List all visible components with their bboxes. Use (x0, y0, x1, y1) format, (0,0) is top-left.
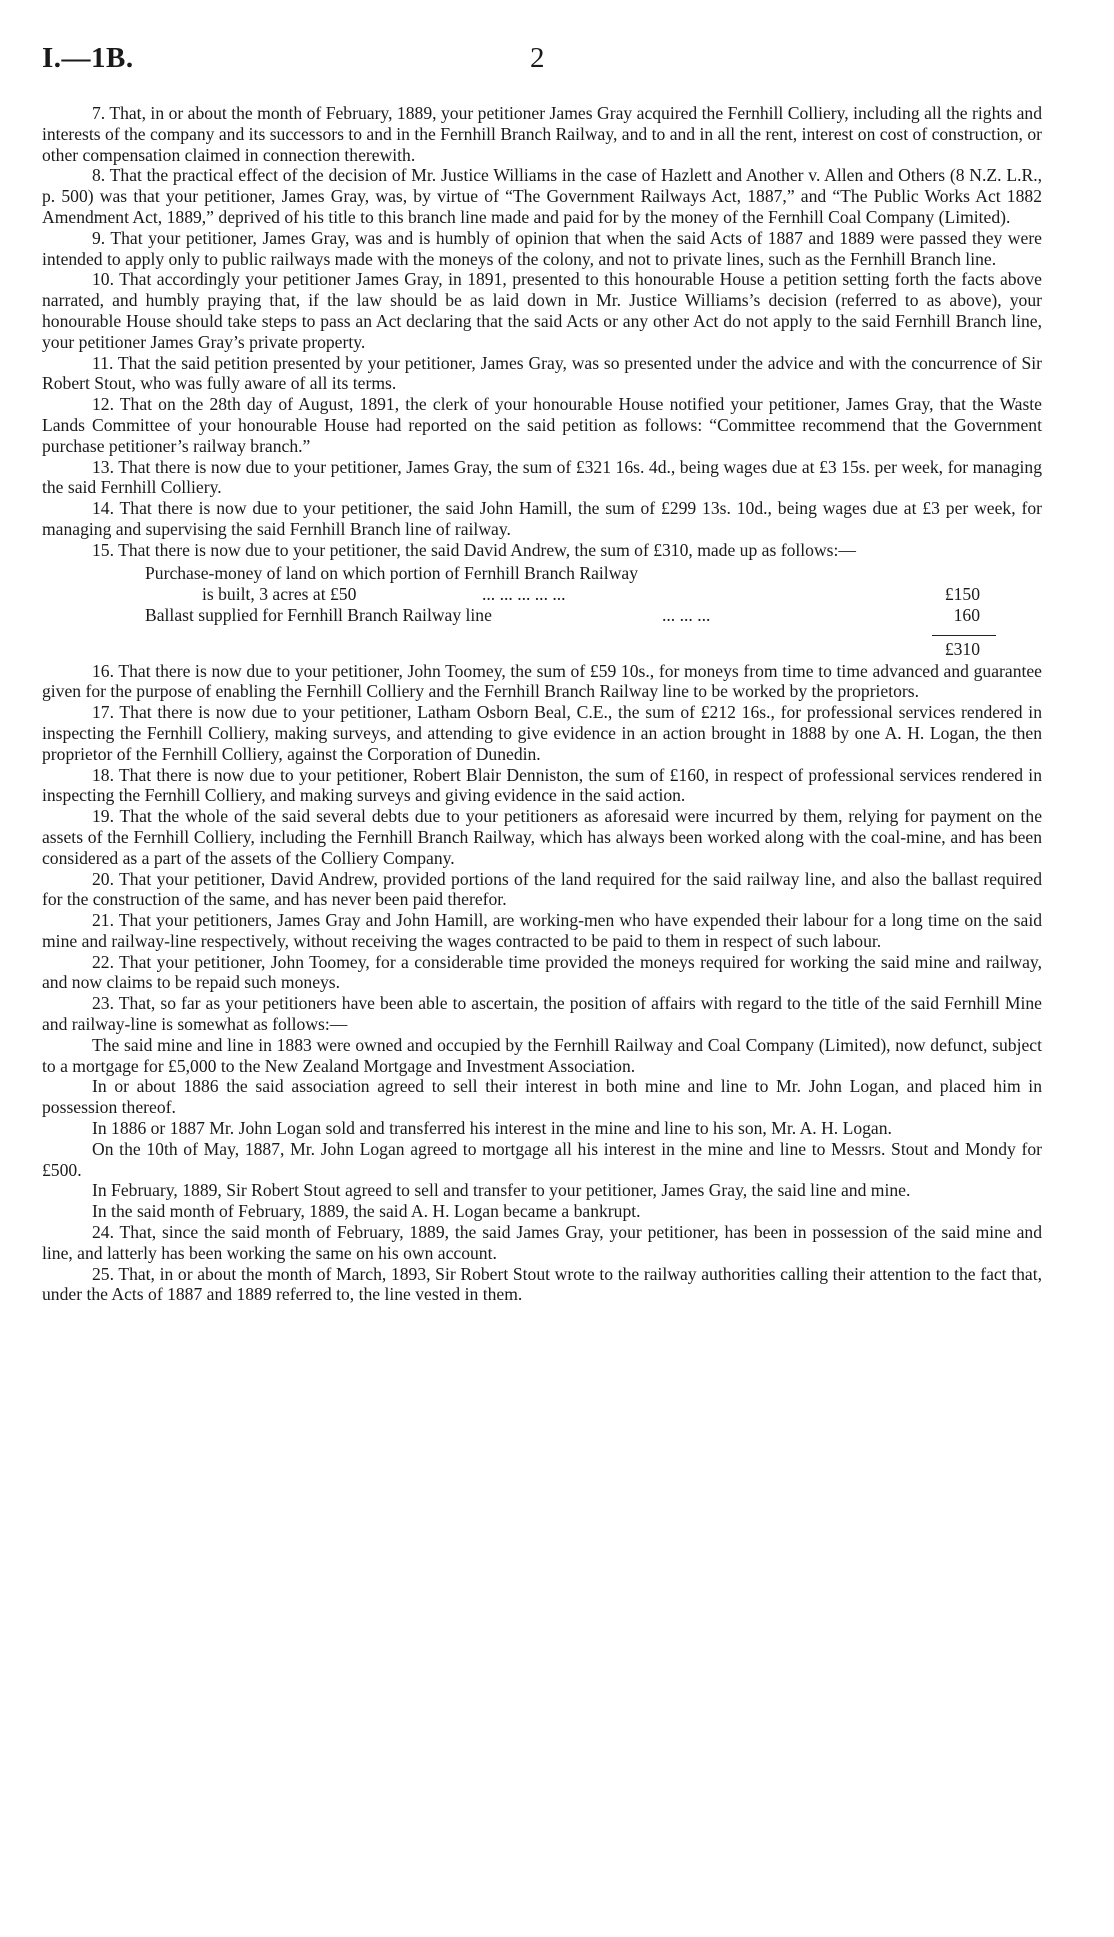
paragraph-17: 17. That there is now due to your petitioner, Latham Osborn Beal, C.E., the sum of £212 16s., for professional services rendered in inspecting the Fernhill Colliery, making surveys, and attending to give evidence in an action brought in 1888 by one A. H. Logan, the then proprietor of the Fernhill Colliery, against the Corporation of Dunedin. (42, 702, 1042, 764)
paragraph-22: 22. That your petitioner, John Toomey, for a considerable time provided the moneys required for working the said mine and railway, and now claims to be repaid such moneys. (42, 951, 1042, 993)
account-item-1-dots: ... ... ... ... ... (482, 583, 566, 604)
account-item-2: Ballast supplied for Fernhill Branch Railway line (145, 604, 492, 625)
account-table (42, 561, 1042, 627)
paragraph-23-ownership: The said mine and line in 1883 were owned and occupied by the Fernhill Railway and Coal Company (Limited), now defunct, subject to a mortgage for £5,000 to the New Zealand Mortgage and Investment Association. (42, 1034, 1042, 1076)
account-total: £310 (944, 638, 980, 659)
total-rule (932, 635, 996, 636)
paragraph-13: 13. That there is now due to your petitioner, James Gray, the sum of £321 16s. 4d., being wages due at £3 15s. per week, for managing the said Fernhill Colliery. (42, 456, 1042, 498)
paragraph-23-transfer: In 1886 or 1887 Mr. John Logan sold and transferred his interest in the mine and line to his son, Mr. A. H. Logan. (92, 1118, 892, 1139)
paragraph-20: 20. That your petitioner, David Andrew, provided portions of the land required for the said railway line, and also the ballast required for the construction of the same, and has never been paid therefor. (42, 868, 1042, 910)
paragraph-7: 7. That, in or about the month of February, 1889, your petitioner James Gray acquired the Fernhill Colliery, including all the rights and interests of the company and its successors to and in the Fernhill Branch Railway, and to and in all the rent, interest on cost of construction, or other compensation claimed in connection therewith. (42, 103, 1042, 165)
paragraph-23-mortgage: On the 10th of May, 1887, Mr. John Logan agreed to mortgage all his interest in the mine and line to Messrs. Stout and Mondy for £500. (42, 1138, 1042, 1180)
paragraph-15: 15. That there is now due to your petitioner, the said David Andrew, the sum of £310, made up as follows:— (92, 539, 856, 560)
paragraph-19: 19. That the whole of the said several debts due to your petitioners as aforesaid were incurred by them, relying for payment on the assets of the Fernhill Colliery, including the Fernhill Branch Railway, which has always been worked along with the coal-mine, and has been considered as a part of the assets of the Colliery Company. (42, 806, 1042, 868)
paragraph-25: 25. That, in or about the month of March, 1893, Sir Robert Stout wrote to the railway authorities calling their attention to the fact that, under the Acts of 1887 and 1889 referred to, the line vested in them. (42, 1263, 1042, 1305)
paragraph-12: 12. That on the 28th day of August, 1891, the clerk of your honourable House notified your petitioner, James Gray, that the Waste Lands Committee of your honourable House had reported on the said petition as follows: “Committee recommend that the Government purchase petitioner’s railway branch.” (42, 394, 1042, 456)
page-header (42, 42, 1042, 82)
paragraph-18: 18. That there is now due to your petitioner, Robert Blair Denniston, the sum of £160, in respect of professional services rendered in inspecting the Fernhill Colliery, and making surveys and giving evidence in the said action. (42, 764, 1042, 806)
page-number: 2 (530, 42, 545, 74)
paragraph-23-sale-1886: In or about 1886 the said association agreed to sell their interest in both mine and line to Mr. John Logan, and placed him in possession thereof. (42, 1076, 1042, 1118)
account-item-1-amount: £150 (944, 583, 980, 604)
paragraph-10: 10. That accordingly your petitioner James Gray, in 1891, presented to this honourable House a petition setting forth the facts above narrated, and humbly praying that, if the law should be as laid down in Mr. Justice Williams’s decision (referred to as above), your honourable House should take steps to pass an Act declaring that the said Acts or any other Act do not apply to the said Fernhill Branch line, your petitioner James Gray’s private property. (42, 269, 1042, 352)
petition-body (42, 103, 1042, 1305)
paragraph-23-bankrupt: In the said month of February, 1889, the said A. H. Logan became a bankrupt. (92, 1201, 641, 1222)
paragraph-8: 8. That the practical effect of the decision of Mr. Justice Williams in the case of Hazlett and Another v. Allen and Others (8 N.Z. L.R., p. 500) was that your petitioner, James Gray, was, by virtue of “The Government Railways Act, 1887,” and “The Public Works Act 1882 Amendment Act, 1889,” deprived of his title to this branch line made and paid for by the money of the Fernhill Coal Company (Limited). (42, 165, 1042, 227)
paragraph-11: 11. That the said petition presented by your petitioner, James Gray, was so presented under the advice and with the concurrence of Sir Robert Stout, who was fully aware of all its terms. (42, 352, 1042, 394)
account-item-1-line-1: Purchase-money of land on which portion of Fernhill Branch Railway (145, 562, 639, 583)
account-item-2-amount: 160 (953, 604, 980, 625)
paragraph-24: 24. That, since the said month of February, 1889, the said James Gray, your petitioner, has been in possession of the said mine and line, and latterly has been working the same on his own account. (42, 1222, 1042, 1263)
paragraph-21: 21. That your petitioners, James Gray and John Hamill, are working-men who have expended their labour for a long time on the said mine and railway-line respectively, without receiving the wages contracted to be paid to them in respect of such labour. (42, 910, 1042, 951)
account-total-block (42, 627, 1042, 661)
account-item-2-dots: ... ... ... (662, 604, 711, 625)
account-item-1-line-2: is built, 3 acres at £50 (202, 583, 357, 604)
paragraph-23-stout-sale: In February, 1889, Sir Robert Stout agreed to sell and transfer to your petitioner, James Gray, the said line and mine. (92, 1180, 911, 1201)
paragraph-9: 9. That your petitioner, James Gray, was and is humbly of opinion that when the said Acts of 1887 and 1889 were passed they were intended to apply only to public railways made with the moneys of the colony, and not to private lines, such as the Fernhill Branch line. (42, 227, 1042, 269)
paragraph-23: 23. That, so far as your petitioners have been able to ascertain, the position of affairs with regard to the title of the said Fernhill Mine and railway-line is somewhat as follows:— (42, 993, 1042, 1035)
paragraph-16: 16. That there is now due to your petitioner, John Toomey, the sum of £59 10s., for moneys from time to time advanced and guarantee given for the purpose of enabling the Fernhill Colliery and the Fernhill Branch Railway line to be worked by the proprietors. (42, 660, 1042, 702)
paragraph-14: 14. That there is now due to your petitioner, the said John Hamill, the sum of £299 13s. 10d., being wages due at £3 per week, for managing and supervising the said Fernhill Branch line of railway. (42, 498, 1042, 539)
series-code: I.—1B. (42, 42, 134, 74)
